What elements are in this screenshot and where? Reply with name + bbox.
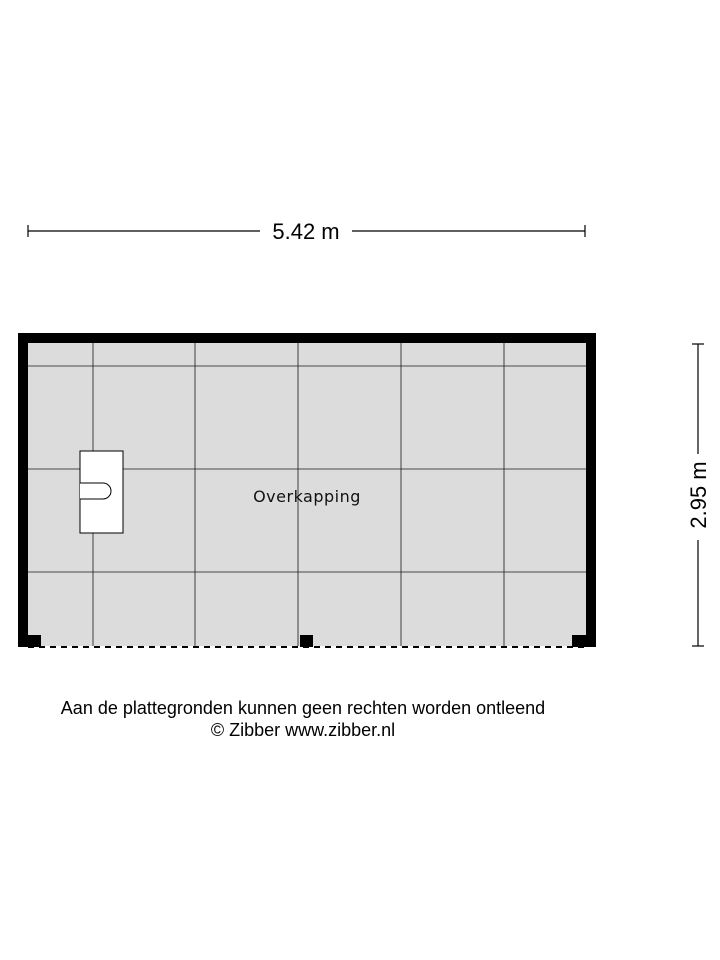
width-dimension-label: 5.42 m: [272, 219, 340, 244]
post-middle: [300, 635, 313, 647]
height-dimension-label: 2.95 m: [686, 461, 711, 529]
wall-right: [586, 333, 596, 647]
post-right: [572, 635, 586, 647]
width-dimension: [28, 219, 585, 244]
washbasin-bowl: [80, 483, 111, 499]
wall-top: [18, 333, 596, 343]
washbasin-icon: [80, 451, 123, 533]
room-label: Overkapping: [253, 487, 361, 506]
copyright-text: © Zibber www.zibber.nl: [210, 720, 396, 740]
disclaimer-text: Aan de plattegronden kunnen geen rechten worden ontleend: [60, 698, 546, 718]
wall-left: [18, 333, 28, 647]
post-left: [28, 635, 41, 647]
height-dimension: [686, 344, 711, 646]
